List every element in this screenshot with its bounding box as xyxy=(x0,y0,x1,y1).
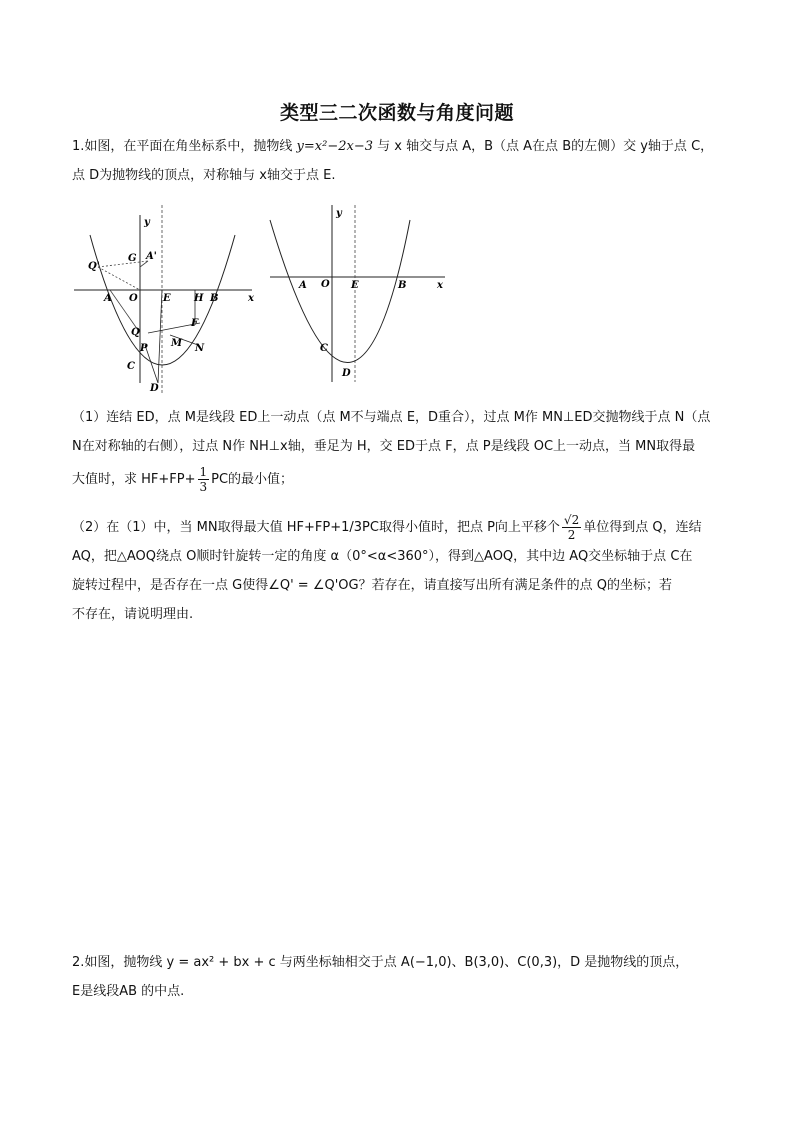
label-m: M xyxy=(171,338,183,349)
fraction-numerator: 1 xyxy=(199,465,208,479)
q2 xyxy=(72,948,722,1006)
q1-part1-line2: N在对称轴的右侧），过点 N作 NH⊥x轴，垂足为 H，交 ED于点 F，点 P是线段 OC上一动点，当 MN取得最 xyxy=(72,439,696,454)
q1-part2-line2: AQ，把△AOQ绕点 O顺时针旋转一定的角度 α（0°<α<360°），得到△AOQ，其中边 AQ交坐标轴于点 C在 xyxy=(72,549,693,564)
label-x: x xyxy=(248,293,254,304)
q1-part1-line3 xyxy=(72,465,722,494)
fraction-one-third xyxy=(198,465,210,494)
label-d: D xyxy=(342,368,351,379)
label-b: B xyxy=(210,293,219,304)
q2-line1: 2.如图，抛物线 y = ax² + bx + c 与两坐标轴相交于点 A(−1,0)、B(3,0)、C(0,3)，D 是抛物线的顶点， xyxy=(72,955,689,970)
label-aprime: A' xyxy=(146,251,157,262)
label-q: Q xyxy=(131,327,140,338)
q1-part2-line1 xyxy=(72,513,722,542)
q1-part2 xyxy=(72,513,722,629)
label-o: O xyxy=(129,293,138,304)
q1-part2-line4: 不存在，请说明理由. xyxy=(72,607,194,622)
fraction-denominator: 3 xyxy=(199,480,208,494)
q1-line2: 点 D为抛物线的顶点，对称轴与 x轴交于点 E. xyxy=(72,168,336,183)
fraction-numerator: √2 xyxy=(563,513,580,527)
label-c: C xyxy=(320,343,328,354)
segment-oqp xyxy=(98,267,140,290)
label-o: O xyxy=(321,279,330,290)
label-y: y xyxy=(144,217,150,228)
q1-part1 xyxy=(72,403,722,494)
q1-intro xyxy=(72,132,722,190)
fraction-denominator: 2 xyxy=(567,528,576,542)
label-e: E xyxy=(351,280,359,291)
label-g: G xyxy=(128,253,137,264)
q1-part1-text-b: PC的最小值； xyxy=(211,472,294,487)
q1-part2-text-a: （2）在（1）中，当 MN取得最大值 HF+FP+1/3PC取得小值时，把点 P向上平移个 xyxy=(72,520,560,535)
label-x: x xyxy=(437,280,443,291)
figure-1 xyxy=(70,205,265,395)
q1-part1-text-a: 大值时，求 HF+FP+ xyxy=(72,472,196,487)
q1-part2-text-b: 单位得到点 Q，连结 xyxy=(583,520,702,535)
label-e: E xyxy=(163,293,171,304)
q2-line2: E是线段AB 的中点. xyxy=(72,984,185,999)
q1-line1 xyxy=(72,132,722,161)
label-f: F xyxy=(191,318,199,329)
q1-part1-line1: （1）连结 ED，点 M是线段 ED上一动点（点 M不与端点 E，D重合），过点 M作 MN⊥ED交抛物线于点 N（点 xyxy=(72,410,711,425)
q1-line1-rest: 与 x 轴交与点 A，B（点 A在点 B的左侧）交 y轴于点 C， xyxy=(373,139,714,154)
label-h: H xyxy=(194,293,204,304)
label-a: A xyxy=(299,280,307,291)
segment-ed xyxy=(158,290,162,383)
label-c: C xyxy=(127,361,135,372)
label-p: P xyxy=(140,343,148,354)
q1-line1-prefix: 1.如图，在平面在角坐标系中，抛物线 xyxy=(72,139,297,154)
label-b: B xyxy=(398,280,407,291)
parabola xyxy=(270,220,410,363)
label-n: N xyxy=(195,343,205,354)
figure-2 xyxy=(265,200,450,390)
label-y: y xyxy=(336,208,342,219)
fraction-root2-over-2 xyxy=(562,513,581,542)
label-qprime: Q' xyxy=(88,261,100,272)
q1-part2-line3: 旋转过程中，是否存在一点 G使得∠Q' = ∠Q'OG？若存在，请直接写出所有满足条件的点 Q的坐标；若 xyxy=(72,578,672,593)
label-a: A xyxy=(104,293,112,304)
label-d: D xyxy=(150,383,159,394)
q1-formula: y=x²−2x−3 xyxy=(296,139,373,154)
page-title: 类型三二次函数与角度问题 xyxy=(279,102,514,124)
